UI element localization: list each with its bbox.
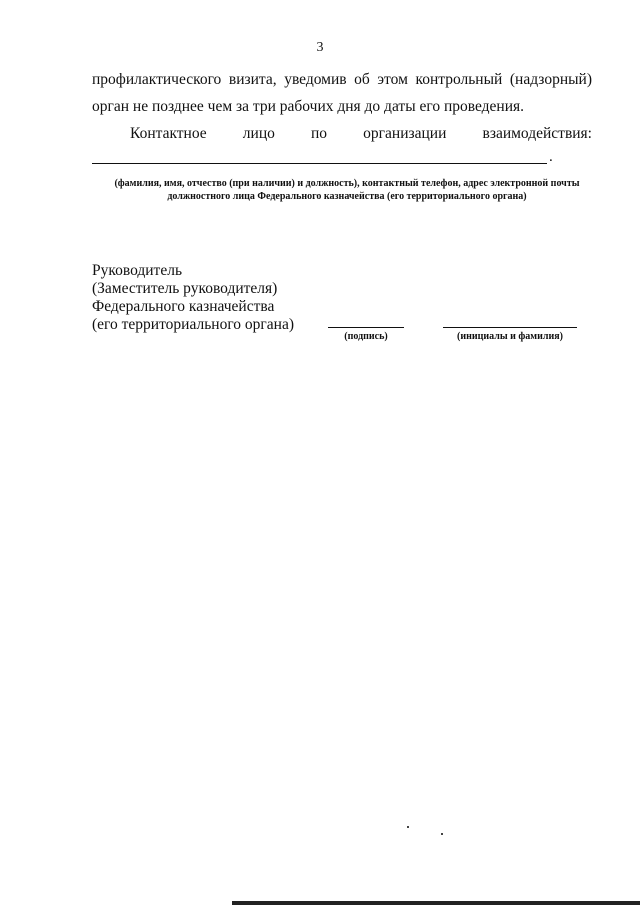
paragraph-line-1: профилактического визита, уведомив об этом контрольный (надзорный) <box>92 71 592 88</box>
page-number: 3 <box>316 40 324 55</box>
signatory-organization: Федерального казначейства <box>92 298 275 315</box>
signature-line <box>328 327 404 328</box>
scan-edge-shadow <box>232 901 640 905</box>
name-caption: (инициалы и фамилия) <box>456 331 563 342</box>
signatory-title: Руководитель <box>92 262 183 279</box>
scan-speck <box>441 833 443 835</box>
signatory-block <box>92 262 294 334</box>
signature-caption: (подпись) <box>344 331 388 342</box>
contact-fill-line <box>92 163 547 164</box>
scan-speck <box>407 826 409 828</box>
name-line <box>443 327 577 328</box>
contact-note-line-2: должностного лица Федерального казначейства (его территориального органа) <box>167 191 527 202</box>
contact-note-line-1: (фамилия, имя, отчество (при наличии) и должность), контактный телефон, адрес электронной почты <box>114 178 580 189</box>
contact-fill-period: . <box>549 149 553 165</box>
signatory-territorial: (его территориального органа) <box>92 316 294 333</box>
paragraph-line-2: орган не позднее чем за три рабочих дня до даты его проведения. <box>92 98 525 115</box>
contact-person-label: Контактное лицо по организации взаимодействия: <box>130 125 592 142</box>
signatory-deputy: (Заместитель руководителя) <box>92 280 278 297</box>
